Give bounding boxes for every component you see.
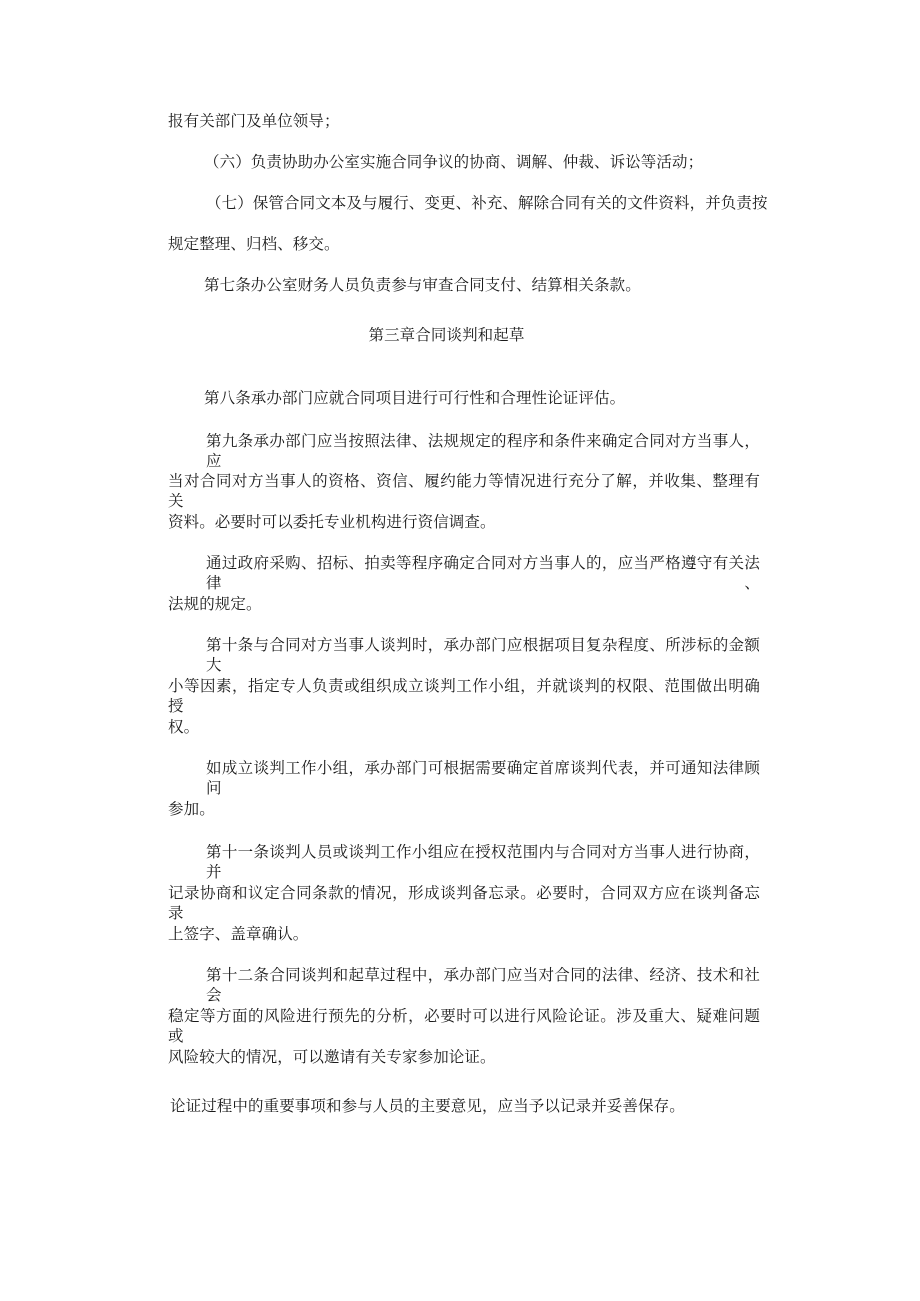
- text-line: 第十一条谈判人员或谈判工作小组应在授权范围内与合同对方当事人进行协商，并: [206, 843, 760, 881]
- text-line: 权。: [168, 718, 200, 736]
- text-line: 上签字、盖章确认。: [168, 925, 309, 943]
- text-line: 小等因素，指定专人负责或组织成立谈判工作小组，并就谈判的权限、范围做出明确授: [168, 677, 760, 715]
- text-line: 通过政府采购、招标、拍卖等程序确定合同对方当事人的，应当严格遵守有关法律、: [206, 554, 760, 592]
- text-line: 法规的规定。: [168, 595, 262, 613]
- text-line: 资料。必要时可以委托专业机构进行资信调查。: [168, 513, 496, 531]
- text-line: 第七条办公室财务人员负责参与审查合同支付、结算相关条款。: [204, 276, 641, 294]
- text-line: 报有关部门及单位领导；: [168, 112, 340, 130]
- text-line: 第十条与合同对方当事人谈判时，承办部门应根据项目复杂程度、所涉标的金额大: [206, 636, 760, 674]
- chapter-heading: 第三章合同谈判和起草: [368, 326, 525, 344]
- text-line: 第十二条合同谈判和起草过程中，承办部门应当对合同的法律、经济、技术和社会: [206, 966, 760, 1004]
- text-line: 第八条承办部门应就合同项目进行可行性和合理性论证评估。: [204, 389, 626, 407]
- text-line: 参加。: [168, 800, 215, 818]
- text-line: 如成立谈判工作小组，承办部门可根据需要确定首席谈判代表，并可通知法律顾问: [206, 759, 760, 797]
- text-line: 稳定等方面的风险进行预先的分析，必要时可以进行风险论证。涉及重大、疑难问题或: [168, 1007, 760, 1045]
- text-line: （七）保管合同文本及与履行、变更、补充、解除合同有关的文件资料，并负责按: [206, 194, 768, 212]
- text-line: （六）负责协助办公室实施合同争议的协商、调解、仲裁、诉讼等活动；: [204, 153, 704, 171]
- text-line: 记录协商和议定合同条款的情况，形成谈判备忘录。必要时，合同双方应在谈判备忘录: [168, 884, 760, 922]
- text-line: 论证过程中的重要事项和参与人员的主要意见，应当予以记录并妥善保存。: [170, 1097, 685, 1115]
- text-line: 当对合同对方当事人的资格、资信、履约能力等情况进行充分了解，并收集、整理有关: [168, 472, 760, 510]
- text-line: 风险较大的情况，可以邀请有关专家参加论证。: [168, 1048, 496, 1066]
- text-line: 第九条承办部门应当按照法律、法规规定的程序和条件来确定合同对方当事人，应: [206, 432, 760, 470]
- text-line: 规定整理、归档、移交。: [168, 235, 340, 253]
